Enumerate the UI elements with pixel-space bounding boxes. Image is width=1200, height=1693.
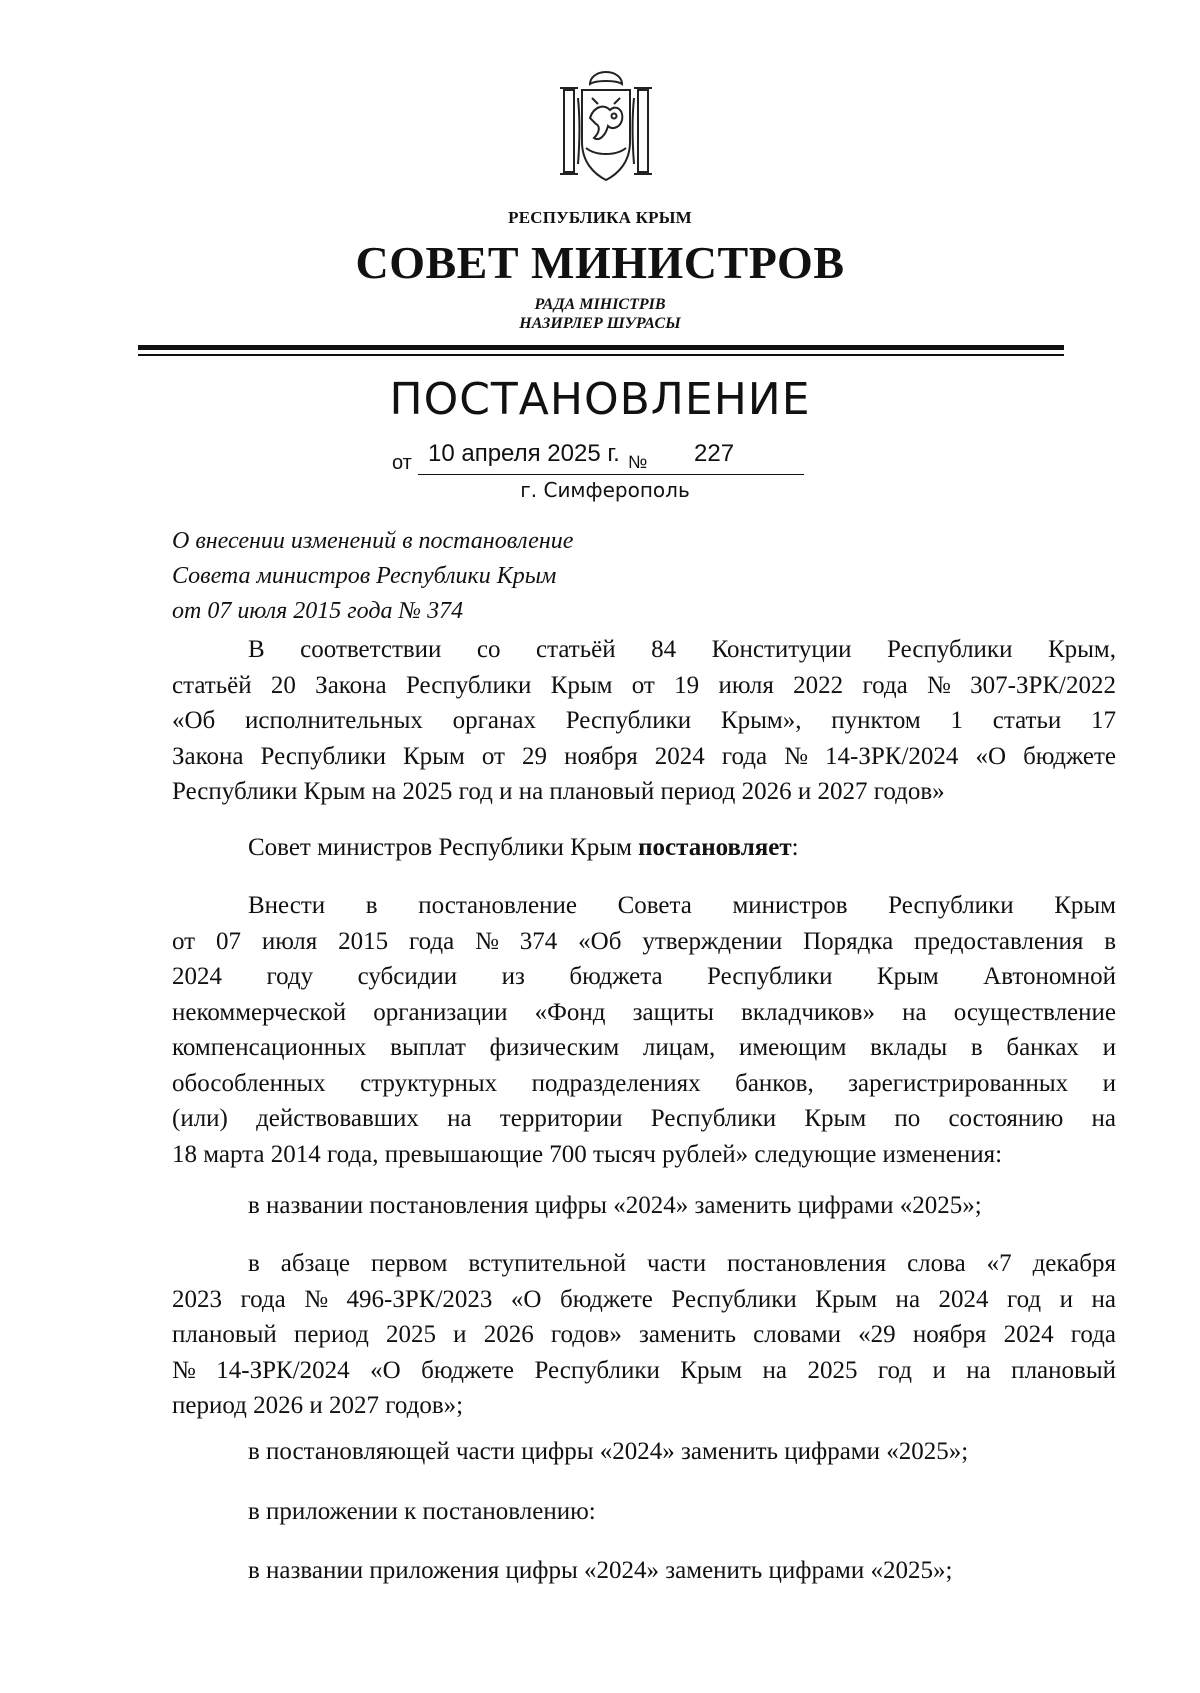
text-line: в названии постановления цифры «2024» заменить цифрами «2025»; — [248, 1192, 982, 1219]
date-number-line — [392, 436, 812, 476]
text-line — [172, 830, 1116, 866]
text-line: компенсационных выплат физическим лицам, имеющим вклады в банках и — [172, 1034, 1116, 1061]
text-line: статьёй 20 Закона Республики Крым от 19 июля 2022 года № 307-ЗРК/2022 — [172, 671, 1116, 699]
text-line: от 07 июля 2015 года № 374 «Об утверждении Порядка предоставления в — [172, 927, 1116, 955]
text-line: (или) действовавших на территории Республики Крым по состоянию на — [172, 1105, 1116, 1132]
resolution-tail: : — [791, 834, 799, 861]
subject-line: О внесении изменений в постановление — [172, 528, 574, 554]
fill-in-underline — [418, 474, 804, 475]
text-line: период 2026 и 2027 годов»; — [172, 1392, 464, 1419]
text-line: в абзаце первом вступительной части постановления слова «7 декабря — [248, 1250, 1116, 1277]
number-sign: № — [628, 452, 648, 472]
coat-of-arms-icon — [556, 68, 656, 186]
text-line: 2023 года № 496-ЗРК/2023 «О бюджете Республики Крым на 2024 год и на — [172, 1285, 1116, 1313]
text-line: в постановляющей части цифры «2024» заменить цифрами «2025»; — [248, 1438, 969, 1465]
text-line: «Об исполнительных органах Республики Крым», пунктом 1 статьи 17 — [172, 707, 1116, 734]
text-line: Республики Крым на 2025 год и на плановый период 2026 и 2027 годов» — [172, 778, 945, 805]
paragraph-amendment — [172, 888, 1116, 1172]
decree-date: 10 апреля 2025 г. — [428, 440, 620, 467]
text-line: плановый период 2025 и 2026 годов» заменить словами «29 ноября 2024 года — [172, 1321, 1116, 1348]
text-line: в названии приложения цифры «2024» заменить цифрами «2025»; — [248, 1557, 953, 1584]
council-name-crimean-tatar: НАЗИРЛЕР ШУРАСЫ — [519, 315, 681, 332]
city: г. Симферополь — [520, 478, 690, 502]
text-line: 18 марта 2014 года, превышающие 700 тысяч рублей» следующие изменения: — [172, 1140, 1003, 1168]
paragraph-annex-intro — [172, 1494, 1116, 1530]
subject-line: Совета министров Республики Крым — [172, 563, 557, 589]
text-line: обособленных структурных подразделениях банков, зарегистрированных и — [172, 1069, 1116, 1097]
subject-heading — [172, 524, 573, 629]
paragraph-annex-title-change — [172, 1553, 1116, 1589]
text-line: Закона Республики Крым от 29 ноября 2024 года № 14-ЗРК/2024 «О бюджете — [172, 742, 1116, 770]
header-rule-thin — [138, 354, 1064, 356]
decree-number: 227 — [694, 440, 735, 467]
document-title: ПОСТАНОВЛЕНИЕ — [389, 374, 811, 425]
paragraph-preamble-change — [172, 1246, 1116, 1424]
text-line: 2024 году субсидии из бюджета Республики Крым Автономной — [172, 963, 1116, 990]
date-prefix: от — [392, 452, 412, 474]
line-text: В соответствии со статьёй 84 Конституции Республики Крым, — [248, 636, 1116, 663]
text-line: в приложении к постановлению: — [248, 1498, 596, 1525]
resolution-keyword: постановляет — [638, 834, 792, 861]
subject-line: от 07 июля 2015 года № 374 — [172, 598, 464, 624]
council-name-ukrainian: РАДА МІНІСТРІВ — [534, 296, 666, 313]
header-rule-thick — [138, 345, 1064, 350]
text-line: № 14-ЗРК/2024 «О бюджете Республики Крым на 2025 год и на плановый — [172, 1356, 1116, 1384]
council-name: СОВЕТ МИНИСТРОВ — [355, 237, 845, 288]
paragraph-operative-change — [172, 1434, 1116, 1470]
text-line: некоммерческой организации «Фонд защиты вкладчиков» на осуществление — [172, 998, 1116, 1026]
paragraph-title-change — [172, 1188, 1116, 1224]
text-line — [172, 632, 1116, 668]
resolution-text: Совет министров Республики Крым — [248, 834, 639, 861]
paragraph-resolution — [172, 830, 1116, 866]
text-line: Внести в постановление Совета министров Республики Крым — [248, 892, 1116, 919]
republic-name: РЕСПУБЛИКА КРЫМ — [508, 208, 692, 227]
paragraph-preamble — [172, 632, 1116, 810]
